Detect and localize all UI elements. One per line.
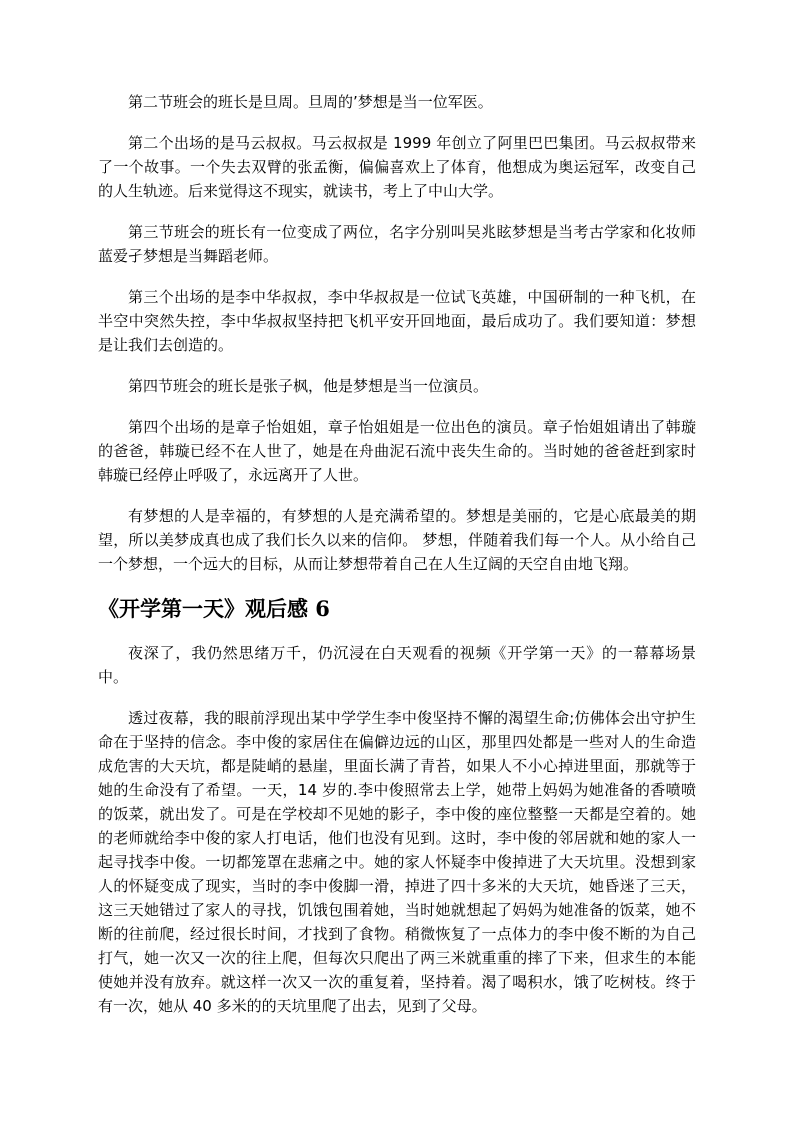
- paragraph-dream-conclusion: 有梦想的人是幸福的，有梦想的人是充满希望的。梦想是美丽的，它是心底最美的期望，所以美梦成真也成了我们长久以来的信仰。 梦想，伴随着我们每一个人。从小给自己一个梦想，一个远大的目标，从而让梦想带着自己在人生辽阔的天空自由地飞翔。: [98, 507, 696, 573]
- paragraph-li-zhongjun-story: 透过夜幕，我的眼前浮现出某中学学生李中俊坚持不懈的渴望生命;仿佛体会出守护生命在于坚持的信念。李中俊的家居住在偏僻边远的山区，那里四处都是一些对人的生命造成危害的大天坑，都是陡峭的悬崖，里面长满了青苔，如果人不小心掉进里面，那就等于她的生命没有了希望。一天，14 岁的.李中俊照常去上学，她带上妈妈为她准备的香喷喷的饭菜，就出发了。可是在学校却不见她的影子，李中俊的座位整整一天都是空着的。她的老师就给李中俊的家人打电话，他们也没有见到。这时，李中俊的邻居就和她的家人一起寻找李中俊。一切都笼罩在悲痛之中。她的家人怀疑李中俊掉进了大天坑里。没想到家人的怀疑变成了现实，当时的李中俊脚一滑，掉进了四十多米的大天坑，她昏迷了三天，这三天她错过了家人的寻找，饥饿包围着她，当时她就想起了妈妈为她准备的饭菜，她不断的往前爬，经过很长时间，才找到了食物。稍微恢复了一点体力的李中俊不断的为自己打气，她一次又一次的往上爬，但每次只爬出了两三米就重重的摔了下来，但求生的本能使她并没有放弃。就这样一次又一次的重复着，坚持着。渴了喝积水，饿了吃树枝。终于有一次，她从 40 多米的的天坑里爬了出去，见到了父母。: [98, 709, 696, 1015]
- paragraph-zhang-ziyi: 第四个出场的是章子怡姐姐，章子怡姐姐是一位出色的演员。章子怡姐姐请出了韩璇的爸爸，韩璇已经不在人世了，她是在舟曲泥石流中丧失生命的。当时她的爸爸赶到家时韩璇已经停止呼吸了，永远离开了人世。: [98, 418, 696, 484]
- paragraph-class-meeting-4: 第四节班会的班长是张子枫，他是梦想是当一位演员。: [128, 377, 489, 395]
- paragraph-night-intro: 夜深了，我仍然思绪万千，仍沉浸在白天观看的视频《开学第一天》的一幕幕场景中。: [98, 644, 696, 686]
- document-body: [98, 90, 696, 1035]
- paragraph-li-zhonghua: 第三个出场的是李中华叔叔，李中华叔叔是一位试飞英雄，中国研制的一种飞机，在半空中突然失控，李中华叔叔坚持把飞机平安开回地面，最后成功了。我们要知道：梦想是让我们去创造的。: [98, 288, 696, 354]
- paragraph-class-meeting-2: 第二节班会的班长是旦周。旦周的’梦想是当一位军医。: [128, 93, 493, 111]
- section-heading: 《开学第一天》观后感 6: [98, 596, 330, 621]
- paragraph-jack-ma: 第二个出场的是马云叔叔。马云叔叔是 1999 年创立了阿里巴巴集团。马云叔叔带来了一个故事。一个失去双臂的张孟衡，偏偏喜欢上了体育，他想成为奥运冠军，改变自己的人生轨迹。后来觉得这不现实，就读书，考上了中山大学。: [98, 134, 696, 200]
- paragraph-class-meeting-3: 第三节班会的班长有一位变成了两位，名字分别叫吴兆眩梦想是当考古学家和化妆师蓝爱孑梦想是当舞蹈老师。: [98, 223, 696, 265]
